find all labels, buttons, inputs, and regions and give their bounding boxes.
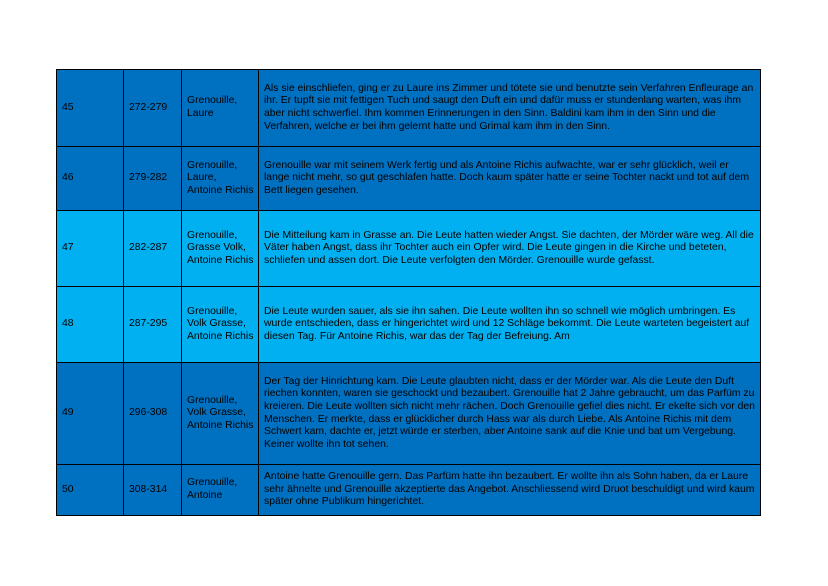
chapter-number-cell: 47 xyxy=(57,211,124,287)
page-range-cell: 282-287 xyxy=(124,211,182,287)
summary-cell: Die Mitteilung kam in Grasse an. Die Leute hatten wieder Angst. Sie dachten, der Mörder wäre weg. All die Väter haben Angst, dass ihr Tochter auch ein Opfer wird. Die Leute gingen in die Kirche und beteten, schliefen und assen dort. Die Leute verfolgten den Mörder. Grenouille wurde gefasst. xyxy=(259,211,761,287)
table-row xyxy=(57,465,761,516)
characters-cell: Grenouille, Laure, Antoine Richis xyxy=(182,147,259,211)
page-range-cell: 296-308 xyxy=(124,363,182,465)
summary-cell: Als sie einschliefen, ging er zu Laure ins Zimmer und tötete sie und benutzte sein Verfahren Enfleurage an ihr. Er tupft sie mit fettigen Tuch und saugt den Duft ein und dafür muss er stundenlang warten, was ihm aber nicht schwerfiel. Ihm kommen Erinnerungen in den Sinn. Baldini kam ihm in den Sinn und die Verfahren, welche er bei ihm gelernt hatte und Grimal kam ihm in den Sinn. xyxy=(259,70,761,147)
summary-cell: Die Leute wurden sauer, als sie ihn sahen. Die Leute wollten ihn so schnell wie möglich umbringen. Es wurde entschieden, dass er hingerichtet wird und 12 Schläge bekommt. Die Leute warteten begeistert auf diesen Tag. Für Antoine Richis, war das der Tag der Befreiung. Am xyxy=(259,287,761,363)
chapter-number-cell: 49 xyxy=(57,363,124,465)
table-row xyxy=(57,70,761,147)
characters-cell: Grenouille, Volk Grasse, Antoine Richis xyxy=(182,287,259,363)
table-row xyxy=(57,363,761,465)
chapter-number-cell: 45 xyxy=(57,70,124,147)
chapter-summary-table xyxy=(56,69,761,516)
characters-cell: Grenouille, Antoine xyxy=(182,465,259,516)
page-range-cell: 279-282 xyxy=(124,147,182,211)
chapter-number-cell: 46 xyxy=(57,147,124,211)
table-row xyxy=(57,287,761,363)
table-row xyxy=(57,211,761,287)
page-range-cell: 308-314 xyxy=(124,465,182,516)
page-range-cell: 272-279 xyxy=(124,70,182,147)
summary-cell: Grenouille war mit seinem Werk fertig und als Antoine Richis aufwachte, war er sehr glücklich, weil er lange nicht mehr, so gut geschlafen hatte. Doch kaum später hatte er seine Tochter nackt und tot auf dem Bett liegen gesehen. xyxy=(259,147,761,211)
chapter-number-cell: 48 xyxy=(57,287,124,363)
table-row xyxy=(57,147,761,211)
chapter-number-cell: 50 xyxy=(57,465,124,516)
characters-cell: Grenouille, Laure xyxy=(182,70,259,147)
page-range-cell: 287-295 xyxy=(124,287,182,363)
characters-cell: Grenouille, Volk Grasse, Antoine Richis xyxy=(182,363,259,465)
characters-cell: Grenouille, Grasse Volk, Antoine Richis xyxy=(182,211,259,287)
summary-cell: Antoine hatte Grenouille gern. Das Parfüm hatte ihn bezaubert. Er wollte ihn als Sohn haben, da er Laure sehr ähnelte und Grenouille akzeptierte das Angebot. Anschliessend wird Druot beschuldigt und wird kaum später ohne Publikum hingerichtet. xyxy=(259,465,761,516)
summary-cell: Der Tag der Hinrichtung kam. Die Leute glaubten nicht, dass er der Mörder war. Als die Leute den Duft riechen konnten, waren sie geschockt und bezaubert. Grenouille hat 2 Jahre gebraucht, um das Parfüm zu kreieren. Die Leute wollten sich nicht mehr rächen. Doch Grenouille gefiel dies nicht. Er ekelte sich vor den Menschen. Er merkte, dass er glücklicher durch Hass war als durch Liebe. Als Antoine Richis mit dem Schwert kam, dachte er, jetzt würde er sterben, aber Antoine sank auf die Knie und bat um Vergebung. Keiner wollte ihn tot sehen. xyxy=(259,363,761,465)
